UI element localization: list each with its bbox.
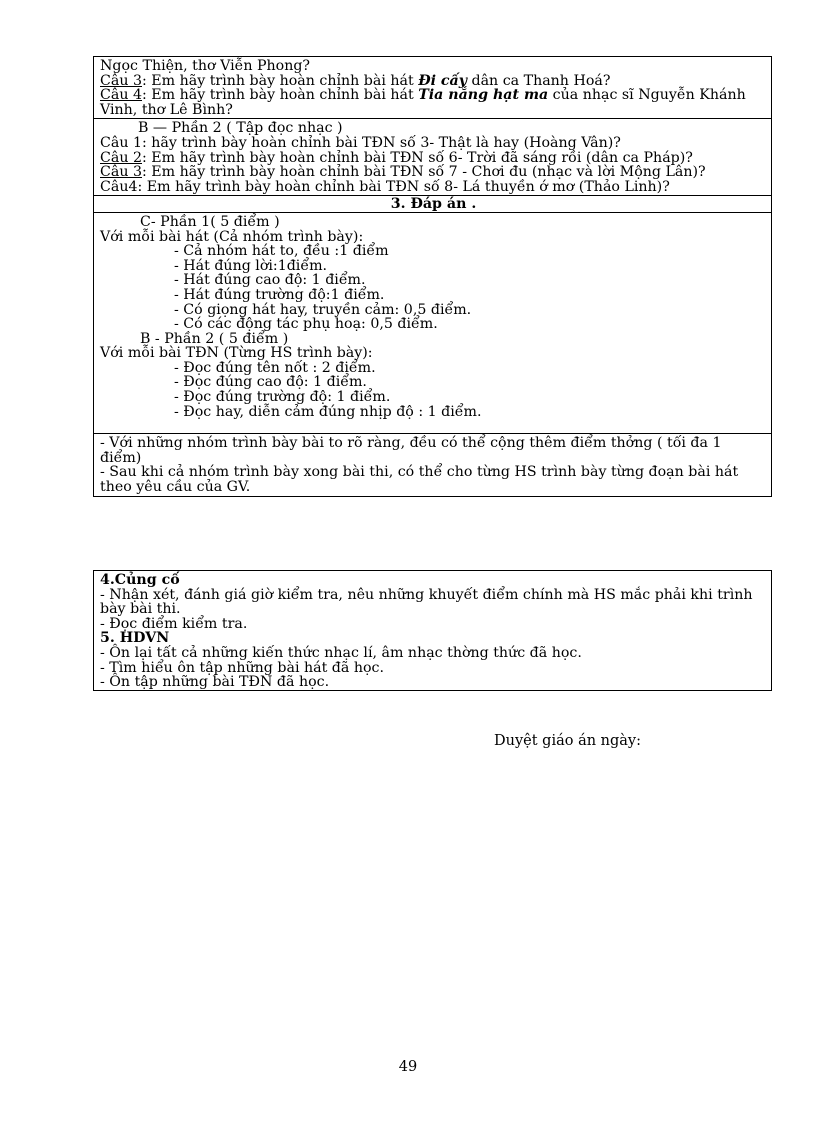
note-item: - Với những nhóm trình bày bài to rõ ràng, đều có thể cộng thêm điểm thởng ( tối đa 1 điểm) (100, 435, 722, 466)
question-2: Câu 2: Em hãy trình bày hoàn chỉnh bài TĐN số 6- Trời đã sáng rồi (dân ca Pháp)? (100, 149, 693, 166)
question-4: Câu 4: Em hãy trình bày hoàn chỉnh bài hát Tia nắng hạt ma của nhạc sĩ Nguyễn Khánh Vinh, thơ Lê Bình? (100, 87, 746, 118)
score-item: - Hát đúng trường độ:1 điểm. (174, 286, 385, 303)
review-item: - Đọc điểm kiểm tra. (100, 615, 248, 632)
score-item: - Có các động tác phụ hoạ: 0,5 điểm. (174, 316, 438, 333)
page-number: 49 (398, 1059, 418, 1075)
homework-item: - Tìm hiểu ôn tập những bài hát đã học. (100, 659, 384, 676)
note-item: - Sau khi cả nhóm trình bày xong bài thi, có thể cho từng HS trình bày từng đoạn bài hát theo yêu cầu của GV. (100, 464, 739, 496)
question-1: Câu 1: hãy trình bày hoàn chỉnh bài TĐN số 3- Thật là hay (Hoàng Vân)? (100, 134, 621, 151)
part-intro: Với mỗi bài hát (Cả nhóm trình bày): (100, 228, 364, 245)
part-heading: C- Phần 1( 5 điểm ) (140, 213, 280, 230)
question-3: Câu 3: Em hãy trình bày hoàn chỉnh bài TĐN số 7 - Chơi đu (nhạc và lời Mộng Lân)? (100, 164, 706, 181)
score-item: - Đọc đúng trường độ: 1 điểm. (174, 389, 391, 406)
score-item: - Hát đúng cao độ: 1 điểm. (174, 272, 366, 289)
score-item: - Đọc hay, diễn cảm đúng nhịp độ : 1 điểm. (174, 403, 482, 420)
homework-item: - Ôn tập những bài TĐN đã học. (100, 674, 330, 691)
exam-table (93, 56, 772, 497)
question-label: Câu 3 (100, 72, 142, 89)
score-item: - Đọc đúng tên nốt : 2 điểm. (174, 359, 376, 376)
question-4: Câu4: Em hãy trình bày hoàn chỉnh bài TĐN số 8- Lá thuyền ớ mơ (Thảo Linh)? (100, 178, 670, 195)
questions-part-a (94, 57, 771, 119)
part-intro: Với mỗi bài TĐN (Từng HS trình bày): (100, 345, 373, 362)
notes-section (94, 434, 771, 495)
review-box (93, 570, 772, 691)
question-line: Ngọc Thiện, thơ Viễn Phong? (100, 58, 311, 74)
question-3: Câu 3: Em hãy trình bày hoàn chỉnh bài hát Đi cấy dân ca Thanh Hoá? (100, 72, 611, 89)
part-heading: B — Phần 2 ( Tập đọc nhạc ) (138, 120, 343, 137)
questions-part-b (94, 119, 771, 196)
section-heading: 4.Củng cố (100, 572, 180, 588)
review-item: - Nhận xét, đánh giá giờ kiểm tra, nêu những khuyết điểm chính mà HS mắc phải khi trình bày bài thi. (100, 586, 753, 618)
part-heading: B - Phần 2 ( 5 điểm ) (140, 330, 289, 347)
review-content (94, 571, 771, 690)
section-heading: 5. HDVN (100, 630, 170, 647)
question-label: Câu 4 (100, 87, 142, 104)
score-item: - Có giọng hát hay, truyền cảm: 0,5 điểm. (174, 301, 472, 318)
score-item: - Cả nhóm hát to, đều :1 điểm (174, 243, 389, 260)
song-title: Đi cấy (418, 72, 467, 89)
answer-title: 3. Đáp án . (94, 196, 771, 213)
homework-item: - Ôn lại tất cả những kiến thức nhạc lí, âm nhạc thờng thức đã học. (100, 644, 582, 661)
song-title: Tia nắng hạt ma (418, 87, 549, 104)
approval-note: Duyệt giáo án ngày: (494, 733, 642, 749)
score-item: - Hát đúng lời:1điểm. (174, 257, 328, 274)
answer-section (94, 213, 771, 434)
score-item: - Đọc đúng cao độ: 1 điểm. (174, 374, 367, 391)
